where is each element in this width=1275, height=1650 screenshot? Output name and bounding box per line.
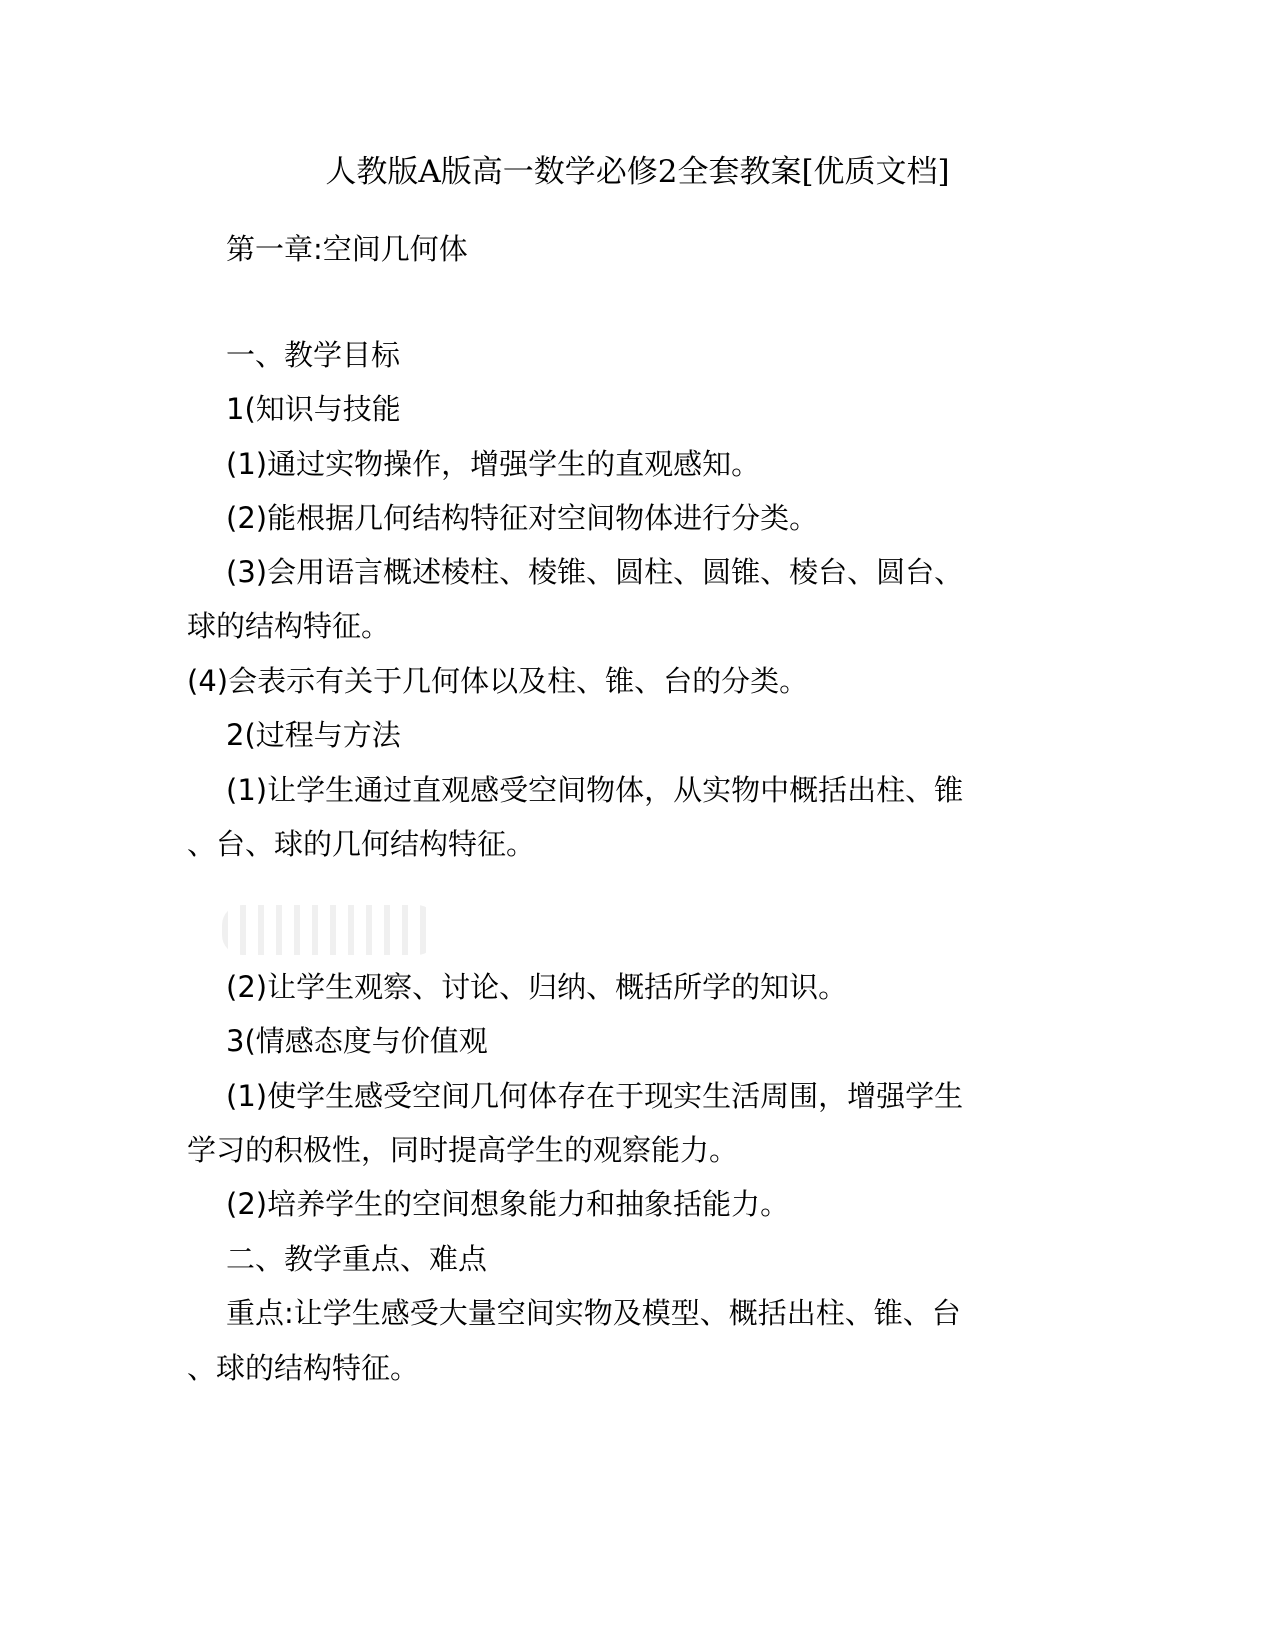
- paragraph-line: 、球的结构特征。: [187, 1351, 420, 1385]
- chapter-heading: 第一章:空间几何体: [226, 232, 468, 266]
- paragraph-line: (1)使学生感受空间几何体存在于现实生活周围，增强学生: [226, 1079, 964, 1113]
- paragraph-line: (2)让学生观察、讨论、归纳、概括所学的知识。: [226, 970, 848, 1004]
- section-heading-key-points: 二、教学重点、难点: [226, 1242, 488, 1276]
- paragraph-line: 、台、球的几何结构特征。: [187, 827, 536, 861]
- section-heading-teaching-goals: 一、教学目标: [226, 338, 401, 372]
- faint-smudge: [222, 905, 437, 955]
- paragraph-line: (1)通过实物操作，增强学生的直观感知。: [226, 447, 761, 481]
- paragraph-line: (3)会用语言概述棱柱、棱锥、圆柱、圆锥、棱台、圆台、: [226, 555, 964, 589]
- paragraph-line: 球的结构特征。: [187, 609, 391, 643]
- subsection-heading-emotion-values: 3(情感态度与价值观: [226, 1024, 488, 1058]
- paragraph-line: (2)培养学生的空间想象能力和抽象括能力。: [226, 1187, 790, 1221]
- document-title: 人教版A版高一数学必修2全套教案[优质文档]: [325, 154, 950, 190]
- paragraph-line: (4)会表示有关于几何体以及柱、锥、台的分类。: [187, 664, 809, 698]
- paragraph-line: 学习的积极性，同时提高学生的观察能力。: [187, 1133, 739, 1167]
- paragraph-line: (2)能根据几何结构特征对空间物体进行分类。: [226, 501, 819, 535]
- subsection-heading-knowledge-skills: 1(知识与技能: [226, 392, 401, 426]
- paragraph-line: 重点:让学生感受大量空间实物及模型、概括出柱、锥、台: [226, 1296, 961, 1330]
- paragraph-line: (1)让学生通过直观感受空间物体，从实物中概括出柱、锥: [226, 773, 964, 807]
- subsection-heading-process-methods: 2(过程与方法: [226, 718, 401, 752]
